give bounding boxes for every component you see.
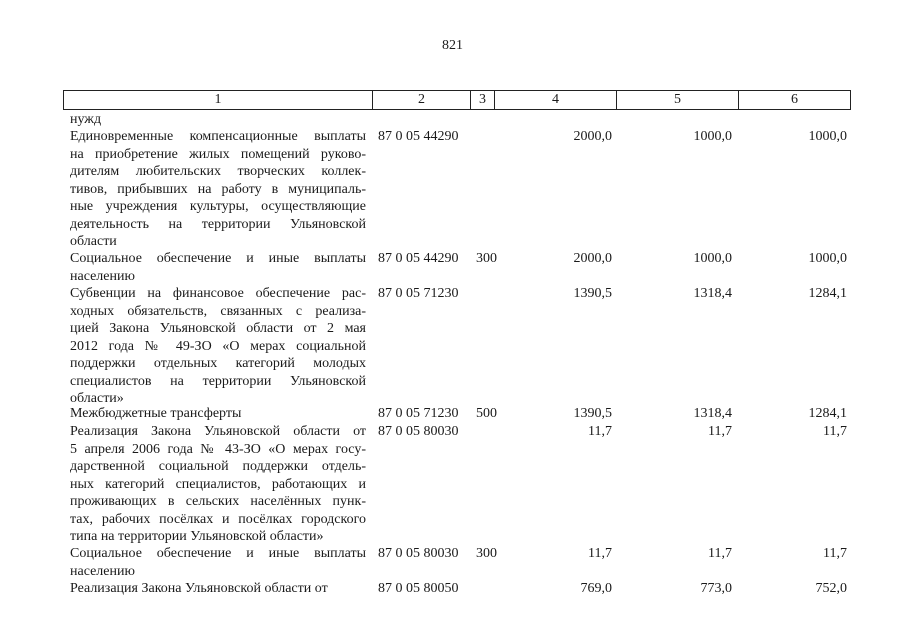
header-col-3: 3 xyxy=(471,91,495,109)
description-line: Единовременные компенсационные выплаты xyxy=(70,129,366,144)
header-col-2: 2 xyxy=(373,91,471,109)
row-description xyxy=(70,423,366,546)
description-line: Социальное обеспечение и иные выплаты xyxy=(70,251,366,266)
header-col-6: 6 xyxy=(791,92,798,107)
row-description xyxy=(70,128,366,251)
page-number: 821 xyxy=(442,38,463,53)
description-line: проживающих в сельских населённых пунк- xyxy=(70,494,366,509)
description-line: ходных обязательств, связанных с реализа- xyxy=(70,303,366,319)
description-line: 2012 года № 49-ЗО «О мерах социальной xyxy=(70,338,366,354)
row-value-col5: 11,7 xyxy=(708,424,732,439)
row-value-col6: 1000,0 xyxy=(808,251,847,266)
description-line: дарственной социальной поддержки отдель- xyxy=(70,459,366,474)
row-value-col6: 1284,1 xyxy=(808,286,847,301)
header-col-1: 1 xyxy=(64,91,373,109)
row-value-col4: 11,7 xyxy=(588,424,612,439)
row-description xyxy=(70,405,366,423)
row-value-col5: 773,0 xyxy=(700,581,732,596)
row-description xyxy=(70,111,366,129)
description-line: деятельность на территории Ульяновской xyxy=(70,216,366,232)
row-description xyxy=(70,545,366,580)
description-line: Субвенции на финансовое обеспечение рас- xyxy=(70,286,366,301)
row-value-col6: 11,7 xyxy=(823,424,847,439)
description-line: ные учреждения культуры, осуществляющие xyxy=(70,199,366,214)
row-description xyxy=(70,250,366,285)
row-description xyxy=(70,285,366,408)
row-value-col4: 1390,5 xyxy=(573,286,612,301)
description-line: Межбюджетные трансферты xyxy=(70,406,242,421)
row-value-col5: 1318,4 xyxy=(693,406,732,421)
row-expense-type: 500 xyxy=(476,406,497,421)
description-line: области» xyxy=(70,391,124,406)
description-line: дителям любительских творческих коллек- xyxy=(70,164,366,179)
row-code: 87 0 05 71230 xyxy=(378,406,459,421)
row-value-col6: 1284,1 xyxy=(808,406,847,421)
description-line: Социальное обеспечение и иные выплаты xyxy=(70,546,366,561)
description-line: на приобретение жилых помещений руково- xyxy=(70,146,366,162)
description-line: населению xyxy=(70,268,135,284)
description-line: специалистов на территории Ульяновской xyxy=(70,373,366,389)
row-value-col4: 2000,0 xyxy=(573,251,612,266)
row-code: 87 0 05 80050 xyxy=(378,581,459,596)
row-value-col5: 1318,4 xyxy=(693,286,732,301)
row-value-col6: 752,0 xyxy=(815,581,847,596)
description-line: типа на территории Ульяновской области» xyxy=(70,529,324,544)
row-value-col5: 1000,0 xyxy=(693,129,732,144)
description-line: области xyxy=(70,234,117,249)
description-line: цией Закона Ульяновской области от 2 мая xyxy=(70,321,366,336)
row-value-col5: 1000,0 xyxy=(693,251,732,266)
row-code: 87 0 05 80030 xyxy=(378,546,459,561)
description-line: Реализация Закона Ульяновской области от xyxy=(70,424,366,439)
row-value-col6: 1000,0 xyxy=(808,129,847,144)
description-line: поддержки отдельных категорий молодых xyxy=(70,356,366,371)
row-code: 87 0 05 44290 xyxy=(378,251,459,266)
table-header xyxy=(63,90,851,110)
row-value-col4: 1390,5 xyxy=(573,406,612,421)
row-code: 87 0 05 71230 xyxy=(378,286,459,301)
row-value-col4: 769,0 xyxy=(580,581,612,596)
description-line: Реализация Закона Ульяновской области от xyxy=(70,581,328,596)
row-value-col4: 2000,0 xyxy=(573,129,612,144)
description-line: населению xyxy=(70,563,135,579)
description-line: ных категорий специалистов, работающих и xyxy=(70,476,366,492)
description-line: 5 апреля 2006 года № 43-ЗО «О мерах госу- xyxy=(70,441,366,457)
row-description xyxy=(70,580,366,598)
row-code: 87 0 05 80030 xyxy=(378,424,459,439)
row-value-col4: 11,7 xyxy=(588,546,612,561)
description-line: нужд xyxy=(70,112,102,127)
row-value-col5: 11,7 xyxy=(708,546,732,561)
row-code: 87 0 05 44290 xyxy=(378,129,459,144)
description-line: тивов, прибывших на работу в муниципаль- xyxy=(70,181,366,197)
row-expense-type: 300 xyxy=(476,251,497,266)
row-expense-type: 300 xyxy=(476,546,497,561)
header-col-4: 4 xyxy=(495,91,617,109)
header-col-5: 5 xyxy=(617,91,739,109)
description-line: тах, рабочих посёлках и посёлках городского xyxy=(70,511,366,527)
row-value-col6: 11,7 xyxy=(823,546,847,561)
